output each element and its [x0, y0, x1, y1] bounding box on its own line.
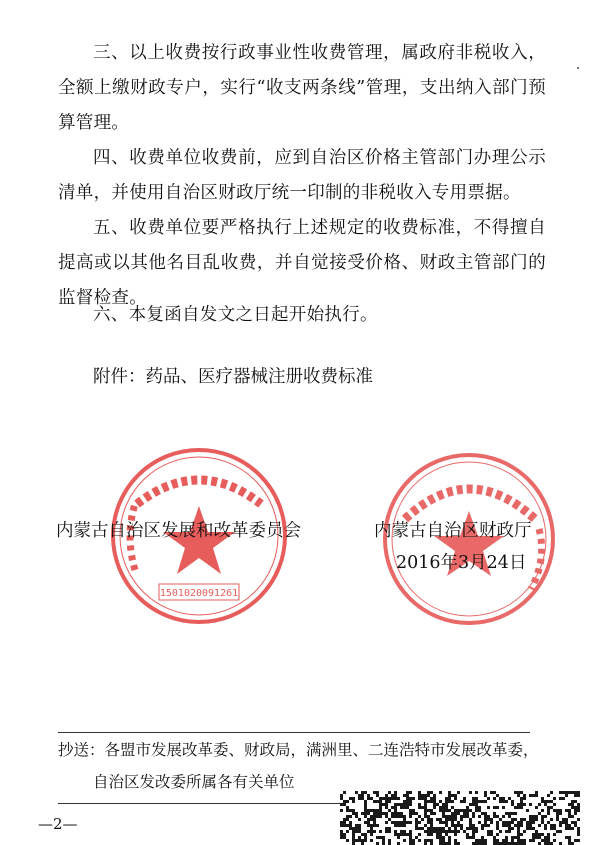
- seal-code: 1501020091261: [159, 588, 239, 599]
- cc-recipients-line-2: 自治区发改委所属各有关单位: [93, 773, 295, 791]
- cc-top-rule: [58, 732, 530, 733]
- signatory-right: 内蒙古自治区财政厅: [374, 521, 532, 541]
- body-paragraph-6: 六、本复函自发文之日起开始执行。: [93, 305, 378, 325]
- signatory-left: 内蒙古自治区发展和改革委员会: [56, 521, 301, 541]
- attachment-line: 附件：药品、医疗器械注册收费标准: [93, 367, 373, 387]
- body-paragraph-4: 四、收费单位收费前，应到自治区价格主管部门办理公示清单，并使用自治区财政厅统一印制的非税收入专用票据。: [58, 148, 546, 203]
- page-number: —2—: [38, 815, 78, 833]
- cc-recipients-line-1: 抄送：各盟市发展改革委、财政局，满洲里、二连浩特市发展改革委，: [58, 741, 539, 759]
- qr-barcode-strip: [340, 791, 580, 845]
- body-paragraph-3: 三、以上收费按行政事业性收费管理，属政府非税收入，全额上缴财政专户，实行“收支两条线”管理，支出纳入部门预算管理。: [58, 43, 546, 133]
- body-paragraph-5: 五、收费单位要严格执行上述规定的收费标准，不得擅自提高或以其他名目乱收费，并自觉接受价格、财政主管部门的监督检查。: [58, 218, 546, 308]
- signature-date: 2016年3月24日: [396, 553, 527, 573]
- scan-speck: [577, 67, 579, 69]
